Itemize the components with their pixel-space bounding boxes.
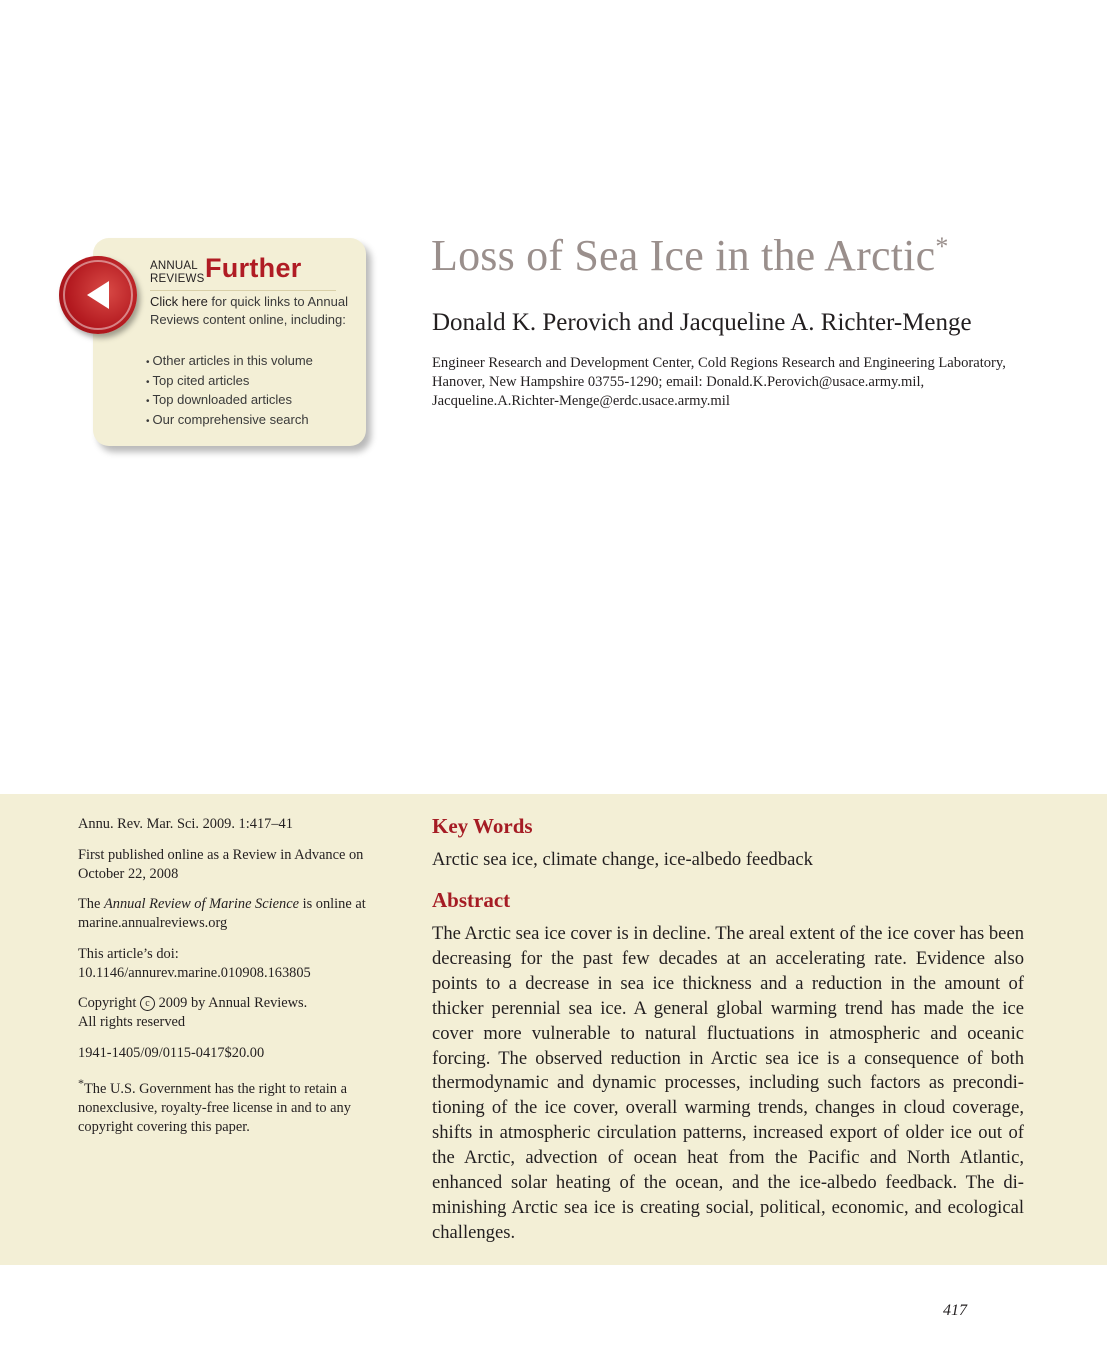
- footnote-text: The U.S. Government has the right to retain a nonexclusive, royalty-free license in and to any copyright covering this paper.: [78, 1080, 351, 1135]
- click-here-link[interactable]: Click here: [150, 294, 208, 309]
- keywords-text: Arctic sea ice, climate change, ice-albedo feedback: [432, 849, 813, 870]
- divider: [150, 290, 336, 291]
- author-affiliation: Engineer Research and Development Center, Cold Regions Research and Engineering Laboratory, Hanover, New Hampshire 03755-1290; email: Donald.K.Perovich@usace.army.mil, Jacqueline.A.Richter-Menge@erdc.usace.army.mil: [432, 355, 1006, 409]
- page-number: 417: [943, 1302, 967, 1319]
- citation: Annu. Rev. Mar. Sci. 2009. 1:417–41: [78, 816, 293, 832]
- article-metadata: [78, 815, 388, 1148]
- further-description-text: for quick links to Annual Reviews content online, including:: [150, 294, 348, 327]
- further-link-top-downloaded[interactable]: • Top downloaded articles: [146, 391, 313, 411]
- copyright-suffix: 2009 by Annual Reviews.: [154, 995, 308, 1011]
- copyright-prefix: Copyright: [78, 995, 140, 1011]
- copyright-icon: c: [140, 996, 155, 1011]
- article-authors: Donald K. Perovich and Jacqueline A. Richter-Menge: [432, 309, 972, 336]
- article-title: [431, 230, 949, 281]
- footnote-mark: *: [78, 1076, 84, 1090]
- further-description: [150, 293, 350, 328]
- issn-code: 1941-1405/09/0115-0417$20.00: [78, 1044, 265, 1061]
- further-links-list: [146, 352, 313, 430]
- doi-block: [78, 945, 388, 983]
- back-arrow-icon: [59, 256, 137, 334]
- brand-line-annual: ANNUAL: [150, 260, 198, 272]
- rights-reserved: All rights reserved: [78, 1014, 186, 1030]
- further-link-other-articles[interactable]: • Other articles in this volume: [146, 352, 313, 372]
- abstract-heading: Abstract: [432, 888, 511, 912]
- government-footnote: [78, 1074, 388, 1137]
- journal-online: [78, 895, 388, 933]
- doi-label: This article’s doi:: [78, 945, 179, 962]
- doi-value[interactable]: 10.1146/annurev.marine.010908.163805: [78, 964, 311, 981]
- annual-reviews-logo-text: [150, 260, 204, 286]
- further-link-search[interactable]: • Our comprehensive search: [146, 411, 313, 431]
- abstract-text: The Arctic sea ice cover is in decline. The areal extent of the ice cover has been decreasing for the past few decades at an accelerating rate. Evidence also points to a decrease in sea ice thickness and a reduction in the amount of thicker perennial sea ice. A general global warming trend has made the ice cover more vulnerable to natural fluctuations in atmospheric and oceanic forcing. The observed reduction in Arctic sea ice is a consequence of both thermodynamic and dynamic processes, including such factors as preconditioning of the ice cover, overall warming trends, changes in cloud coverage, shifts in atmospheric circulation patterns, increased export of older ice out of the Arctic, advection of ocean heat from the Pacific and North Atlantic, enhanced solar heating of the ocean, and the ice-albedo feedback. The diminishing Arctic sea ice is creating social, political, economic, and ecological challenges.: [432, 923, 1024, 1243]
- further-label: Further: [205, 253, 302, 283]
- title-footnote-mark: *: [935, 232, 949, 261]
- journal-online-prefix: The: [78, 896, 104, 912]
- keywords-heading: Key Words: [432, 814, 533, 838]
- copyright: [78, 994, 388, 1032]
- further-link-button[interactable]: [59, 256, 137, 334]
- further-link-top-cited[interactable]: • Top cited articles: [146, 372, 313, 392]
- journal-online-suffix: is online at marine.annualreviews.org: [78, 896, 366, 931]
- first-published: First published online as a Review in Advance on October 22, 2008: [78, 846, 364, 882]
- article-title-text: Loss of Sea Ice in the Arctic: [431, 231, 936, 280]
- brand-line-reviews: REVIEWS: [150, 273, 205, 285]
- journal-name: Annual Review of Marine Science: [103, 896, 299, 912]
